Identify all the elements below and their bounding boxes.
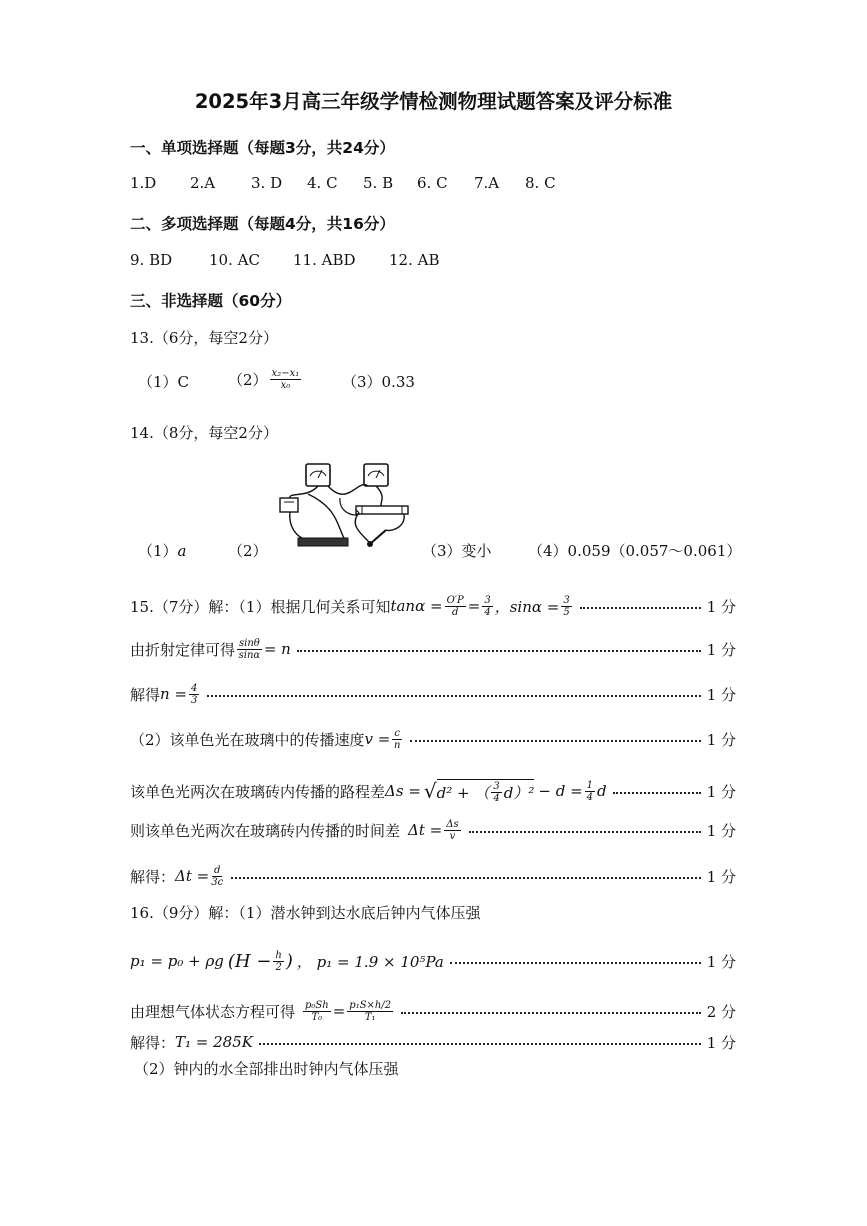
section1-heading: 一、单项选择题（每题3分，共24分） bbox=[130, 139, 395, 157]
q14-answer-3: （3）变小 bbox=[422, 542, 492, 560]
q16-line-4-text: 解得： bbox=[130, 1033, 176, 1052]
fraction-numerator: x₂−x₁ bbox=[271, 368, 300, 379]
q15-line-4-score: 1 分 bbox=[706, 730, 736, 749]
q15-line-4-fraction bbox=[392, 728, 402, 751]
q16-line-2-fraction bbox=[273, 950, 283, 973]
q15-line-7-math: Δt = bbox=[175, 867, 210, 885]
dotted-leader bbox=[450, 962, 701, 964]
q15-line-5-tail: − d = bbox=[538, 782, 583, 800]
dotted-leader bbox=[401, 1012, 701, 1014]
q15-line-1-fraction-3 bbox=[561, 595, 571, 618]
q14-answer-1-value: a bbox=[177, 542, 187, 560]
q15-line-2-math: = n bbox=[263, 640, 291, 658]
q14-answer-2-label: （2） bbox=[228, 542, 268, 560]
q15-line-5-sqrt-start: d² + （ bbox=[436, 783, 490, 802]
q15-line-6 bbox=[130, 818, 736, 842]
q15-line-3-score: 1 分 bbox=[706, 685, 736, 704]
q15-line-5 bbox=[130, 777, 736, 805]
q16-line-3-text: 由理想气体状态方程可得 bbox=[130, 1002, 296, 1021]
q15-line-1 bbox=[130, 594, 736, 618]
circuit-diagram bbox=[278, 458, 413, 553]
fraction-denominator: 4 bbox=[586, 791, 594, 803]
fraction-denominator: sinα bbox=[238, 649, 261, 661]
fraction-numerator: Δs bbox=[446, 818, 459, 830]
q15-line-5-sqrt-end: d）² bbox=[503, 783, 535, 802]
q15-line-3 bbox=[130, 682, 736, 706]
fraction-numerator: p₀Sh bbox=[305, 999, 329, 1011]
q15-line-4 bbox=[130, 727, 736, 751]
q16-line-1: 16.（9分）解：（1）潜水钟到达水底后钟内气体压强 bbox=[130, 904, 481, 922]
q15-line-1-fraction-1 bbox=[445, 595, 466, 618]
q16-line-2-score: 1 分 bbox=[706, 952, 736, 971]
fraction-numerator: h bbox=[275, 949, 282, 961]
q16-line-5: （2）钟内的水全部排出时钟内气体压强 bbox=[134, 1060, 399, 1078]
q15-line-5-fraction bbox=[491, 781, 501, 804]
fraction-denominator: 5 bbox=[563, 606, 570, 618]
q15-line-7-score: 1 分 bbox=[706, 867, 736, 886]
q13-header: 13.（6分，每空2分） bbox=[130, 329, 278, 347]
q15-line-2-text: 由折射定律可得 bbox=[130, 640, 236, 659]
q13-answer-3: （3）0.33 bbox=[342, 373, 415, 391]
fraction-numerator: sinθ bbox=[239, 637, 260, 649]
dotted-leader bbox=[469, 831, 701, 833]
q15-line-1-sin: ，sinα = bbox=[494, 597, 560, 616]
q15-line-4-text: （2）该单色光在玻璃中的传播速度 bbox=[130, 730, 365, 749]
dotted-leader bbox=[259, 1043, 701, 1045]
mc-answer-3: 3. D bbox=[251, 174, 283, 192]
q13-answer-2-label: （2） bbox=[228, 371, 268, 389]
q15-line-3-text: 解得 bbox=[130, 685, 161, 704]
q15-line-7 bbox=[130, 864, 736, 888]
q16-line-2-paren: (H − bbox=[227, 950, 272, 972]
multi-answer-11: 11. ABD bbox=[293, 251, 356, 269]
q15-line-1-tan: tanα = bbox=[390, 597, 443, 615]
fraction-denominator: n bbox=[393, 739, 401, 751]
q15-line-7-fraction bbox=[211, 865, 223, 888]
circuit-diagram-svg bbox=[278, 458, 413, 553]
q15-line-5-tail-2: d bbox=[597, 782, 607, 800]
q15-line-5-fraction-2 bbox=[585, 780, 595, 803]
fraction-denominator: 4 bbox=[493, 792, 500, 804]
fraction-denominator: v bbox=[449, 830, 456, 842]
q16-line-4-math: T₁ = 285K bbox=[175, 1033, 253, 1051]
dotted-leader bbox=[297, 650, 701, 652]
q15-line-1-text: 15.（7分）解：（1）根据几何关系可知 bbox=[130, 597, 391, 616]
mc-answer-4: 4. C bbox=[307, 174, 338, 192]
q16-line-2-math: p₁ = p₀ + ρg bbox=[130, 952, 224, 970]
mc-answer-8: 8. C bbox=[525, 174, 556, 192]
q16-line-3 bbox=[130, 997, 736, 1025]
mc-answer-5: 5. B bbox=[363, 174, 394, 192]
fraction-denominator: T₁ bbox=[364, 1011, 376, 1023]
q14-header: 14.（8分，每空2分） bbox=[130, 424, 278, 442]
multi-answer-10: 10. AC bbox=[209, 251, 260, 269]
q13-answer-2 bbox=[228, 368, 303, 391]
q15-line-2-score: 1 分 bbox=[706, 640, 736, 659]
mc-answer-2: 2.A bbox=[190, 174, 216, 192]
fraction-denominator: 3 bbox=[191, 694, 198, 706]
q15-line-2-fraction bbox=[237, 638, 262, 661]
q15-line-1-eq: = bbox=[467, 597, 481, 615]
q15-line-5-radicand bbox=[437, 779, 535, 804]
q13-answer-1: （1）C bbox=[138, 373, 190, 391]
q15-line-4-math: v = bbox=[364, 730, 391, 748]
fraction-numerator: d bbox=[214, 864, 221, 876]
fraction-denominator: 2 bbox=[275, 961, 282, 973]
section2-heading: 二、多项选择题（每题4分，共16分） bbox=[130, 215, 395, 233]
q15-line-3-math: n = bbox=[160, 685, 188, 703]
dotted-leader bbox=[580, 607, 701, 609]
fraction-denominator: d bbox=[451, 606, 459, 618]
q14-answer-4: （4）0.059（0.057～0.061） bbox=[528, 542, 742, 560]
q16-line-2-paren-end: ) bbox=[285, 950, 293, 972]
q14-answer-1-label: （1） bbox=[138, 542, 178, 560]
q15-line-6-text: 则该单色光两次在玻璃砖内传播的时间差 bbox=[130, 821, 401, 840]
fraction-numerator: 3 bbox=[563, 594, 570, 606]
q15-line-6-fraction bbox=[444, 819, 460, 842]
multi-answer-12: 12. AB bbox=[389, 251, 440, 269]
dotted-leader bbox=[231, 877, 701, 879]
q15-line-5-text: 该单色光两次在玻璃砖内传播的路程差 bbox=[130, 782, 386, 801]
dotted-leader bbox=[207, 695, 700, 697]
q16-line-3-eq: = bbox=[332, 1002, 346, 1020]
q16-line-2-math-2: ， p₁ = 1.9 × 10⁵Pa bbox=[296, 952, 444, 971]
dotted-leader bbox=[613, 792, 701, 794]
q15-line-5-math: Δs = bbox=[385, 782, 421, 800]
fraction-denominator: 4 bbox=[484, 606, 491, 618]
q15-line-6-score: 1 分 bbox=[706, 821, 736, 840]
q13-answer-2-fraction bbox=[270, 368, 302, 391]
fraction-numerator: 3 bbox=[484, 594, 491, 606]
q15-line-3-fraction bbox=[189, 683, 199, 706]
mc-answer-1: 1.D bbox=[130, 174, 157, 192]
fraction-numerator: 3 bbox=[493, 780, 500, 792]
page-title: 2025年3月高三年级学情检测物理试题答案及评分标准 bbox=[194, 90, 673, 113]
q16-line-3-score: 2 分 bbox=[706, 1002, 736, 1021]
fraction-numerator: 1 bbox=[586, 779, 594, 791]
section3-heading: 三、非选择题（60分） bbox=[130, 292, 292, 310]
q15-line-7-text: 解得： bbox=[130, 867, 176, 886]
q15-line-1-score: 1 分 bbox=[706, 597, 736, 616]
multi-answer-9: 9. BD bbox=[130, 251, 173, 269]
dotted-leader bbox=[410, 740, 701, 742]
q16-line-4 bbox=[130, 1030, 736, 1054]
fraction-denominator: T₀ bbox=[311, 1011, 323, 1023]
sqrt-sign-icon: √ bbox=[423, 779, 437, 803]
q16-line-3-fraction-1 bbox=[303, 1000, 331, 1023]
q16-line-4-score: 1 分 bbox=[706, 1033, 736, 1052]
q15-line-2 bbox=[130, 637, 736, 661]
fraction-numerator: 4 bbox=[191, 682, 198, 694]
q15-line-6-math: Δt = bbox=[408, 821, 443, 839]
q14-answer-1 bbox=[138, 540, 187, 561]
fraction-numerator: c bbox=[394, 727, 400, 739]
mc-answer-7: 7.A bbox=[474, 174, 500, 192]
fraction-denominator: x₀ bbox=[280, 380, 291, 391]
fraction-numerator: p₁S×h/2 bbox=[349, 999, 392, 1011]
q15-line-1-fraction-2 bbox=[482, 595, 492, 618]
q16-line-3-fraction-2 bbox=[347, 1000, 393, 1023]
q16-line-2 bbox=[130, 947, 736, 975]
q15-line-5-score: 1 分 bbox=[706, 782, 736, 801]
mc-answer-6: 6. C bbox=[417, 174, 448, 192]
fraction-denominator: 3c bbox=[211, 876, 224, 888]
fraction-numerator: O′P bbox=[446, 594, 464, 606]
